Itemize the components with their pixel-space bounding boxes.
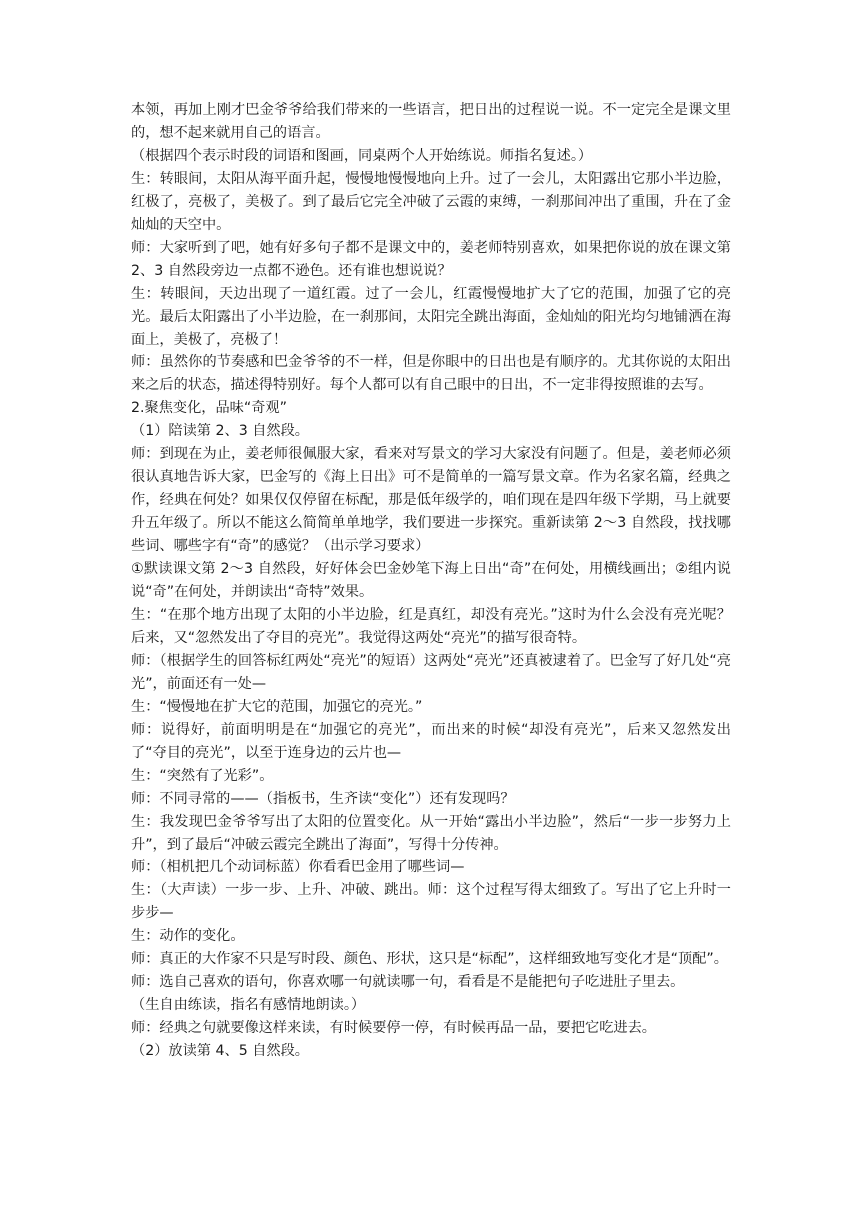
paragraph: 师：真正的大作家不只是写时段、颜色、形状，这只是“标配”，这样细致地写变化才是“顶配”。 xyxy=(131,951,728,968)
paragraph: （生自由练读，指名有感情地朗读。） xyxy=(131,997,366,1014)
subsection-heading: （2）放读第 4、5 自然段。 xyxy=(131,1043,309,1060)
paragraph: 生：转眼间，太阳从海平面升起，慢慢地慢慢地向上升。过了一会儿，太阳露出它那小半边脸，红极了，亮极了，美极了。到了最后它完全冲破了云霞的束缚，一刹那间冲出了重围，升在了金灿灿的天空中。 xyxy=(131,170,731,233)
paragraph: 生：“慢慢地在扩大它的范围，加强它的亮光。” xyxy=(131,698,423,715)
paragraph: 生：（大声读）一步一步、上升、冲破、跳出。师：这个过程写得太细致了。写出了它上升时一步步— xyxy=(131,882,731,922)
subsection-heading: （1）陪读第 2、3 自然段。 xyxy=(131,423,309,440)
paragraph: 生：“在那个地方出现了太阳的小半边脸，红是真红，却没有亮光。”这时为什么会没有亮光呢？后来，又“忽然发出了夺目的亮光”。我觉得这两处“亮光”的描写很奇特。 xyxy=(131,606,731,646)
paragraph: 生：“突然有了光彩”。 xyxy=(131,767,274,784)
document-body xyxy=(131,99,731,1063)
paragraph: 师：说得好，前面明明是在“加强它的亮光”，而出来的时候“却没有亮光”，后来又忽然发出了“夺目的亮光”，以至于连身边的云片也— xyxy=(131,721,731,761)
paragraph: 师：经典之句就要像这样来读，有时候要停一停，有时候再品一品，要把它吃进去。 xyxy=(131,1020,656,1037)
section-heading: 2.聚焦变化，品味“奇观” xyxy=(131,400,287,417)
paragraph: （根据四个表示时段的词语和图画，同桌两个人开始练说。师指名复述。） xyxy=(131,147,593,164)
paragraph: 本领，再加上刚才巴金爷爷给我们带来的一些语言，把日出的过程说一说。不一定完全是课文里的，想不起来就用自己的语言。 xyxy=(131,102,731,141)
paragraph: 师：大家听到了吧，她有好多句子都不是课文中的，姜老师特别喜欢，如果把你说的放在课文第 2、3 自然段旁边一点都不逊色。还有谁也想说说？ xyxy=(131,239,731,279)
paragraph: 生：我发现巴金爷爷写出了太阳的位置变化。从一开始“露出小半边脸”，然后“一步一步努力上升”，到了最后“冲破云霞完全跳出了海面”，写得十分传神。 xyxy=(131,813,731,853)
paragraph: 师：到现在为止，姜老师很佩服大家，看来对写景文的学习大家没有问题了。但是，姜老师必须很认真地告诉大家，巴金写的《海上日出》可不是简单的一篇写景文章。作为名家名篇，经典之作，经典在何处？如果仅仅停留在标配，那是低年级学的，咱们现在是四年级下学期，马上就要升五年级了。所以不能这么简简单单地学，我们要进一步探究。重新读第 2～3 自然段，找找哪些词、哪些字有“奇”的感觉？（出示学习要求） xyxy=(131,446,731,555)
paragraph: 师：（相机把几个动词标蓝）你看看巴金用了哪些词— xyxy=(131,859,465,876)
paragraph: 师：选自己喜欢的语句，你喜欢哪一句就读哪一句，看看是不是能把句子吃进肚子里去。 xyxy=(131,974,685,991)
learning-requirement: ①默读课文第 2～3 自然段，好好体会巴金妙笔下海上日出“奇”在何处，用横线画出；②组内说说“奇”在何处，并朗读出“奇特”效果。 xyxy=(131,561,731,601)
paragraph: 生：转眼间，天边出现了一道红霞。过了一会儿，红霞慢慢地扩大了它的范围，加强了它的亮光。最后太阳露出了小半边脸，在一刹那间，太阳完全跳出海面，金灿灿的阳光均匀地铺洒在海面上，美极了，亮极了！ xyxy=(131,285,731,348)
paragraph: 师：不同寻常的——（指板书，生齐读“变化”）还有发现吗？ xyxy=(131,790,515,807)
paragraph: 师：虽然你的节奏感和巴金爷爷的不一样，但是你眼中的日出也是有顺序的。尤其你说的太阳出来之后的状态，描述得特别好。每个人都可以有自己眼中的日出，不一定非得按照谁的去写。 xyxy=(131,354,731,394)
paragraph: 师：（根据学生的回答标红两处“亮光”的短语）这两处“亮光”还真被逮着了。巴金写了好几处“亮光”，前面还有一处— xyxy=(131,652,731,692)
paragraph: 生：动作的变化。 xyxy=(131,928,245,945)
